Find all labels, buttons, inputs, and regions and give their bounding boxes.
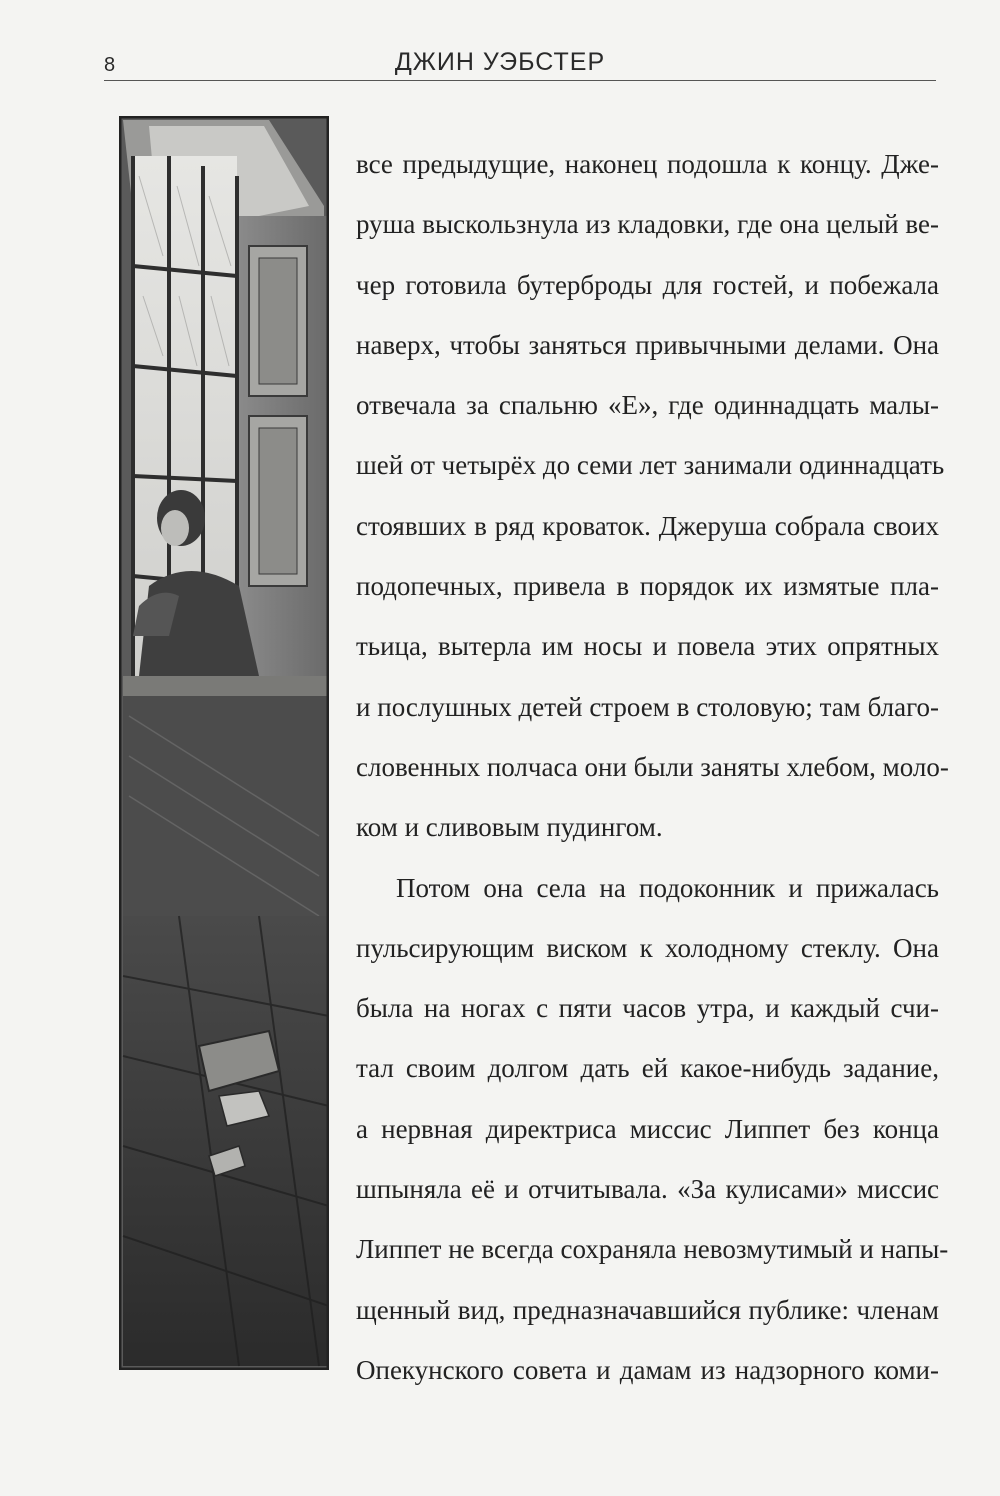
text-line: Потом она села на подоконник и прижалась [396, 872, 939, 903]
text-line: шпыняла её и отчитывала. «За кулисами» миссис [356, 1174, 939, 1205]
text-line: наверх, чтобы заняться привычными делами. Она [356, 329, 939, 360]
text-line: чер готовила бутерброды для гостей, и побежала [356, 269, 939, 300]
text-line: была на ногах с пяти часов утра, и каждый счи- [356, 993, 939, 1024]
window-girl-illustration [119, 116, 329, 1370]
text-line: стоявших в ряд кроваток. Джеруша собрала своих [356, 510, 939, 541]
text-line: словенных полчаса они были заняты хлебом, моло- [356, 751, 949, 782]
text-line: и послушных детей строем в столовую; там благо- [356, 691, 939, 722]
text-line: руша выскользнула из кладовки, где она целый ве- [356, 209, 939, 240]
text-line: тьица, вытерла им носы и повела этих опрятных [356, 631, 939, 662]
page-number: 8 [104, 54, 116, 76]
body-text [356, 134, 949, 1400]
text-line: Липпет не всегда сохраняла невозмутимый и напы- [356, 1234, 949, 1265]
illustration [119, 116, 329, 1370]
text-line: Опекунского совета и дамам из надзорного коми- [356, 1354, 939, 1385]
text-line: все предыдущие, наконец подошла к концу. Дже- [356, 149, 939, 179]
text-line: подопечных, привела в порядок их измятые пла- [356, 571, 939, 602]
running-head: ДЖИН УЭБСТЕР [394, 48, 606, 76]
text-line: щенный вид, предназначавшийся публике: членам [356, 1294, 939, 1325]
text-line: ком и сливовым пудингом. [356, 812, 663, 843]
header-rule [104, 80, 936, 81]
text-line: отвечала за спальню «Е», где одиннадцать малы- [356, 390, 939, 421]
text-line: а нервная директриса миссис Липпет без конца [356, 1113, 939, 1144]
text-line: шей от четырёх до семи лет занимали одиннадцать [356, 450, 945, 481]
text-line: пульсирующим виском к холодному стеклу. Она [356, 932, 939, 963]
text-line: тал своим долгом дать ей какое-нибудь задание, [356, 1053, 939, 1084]
